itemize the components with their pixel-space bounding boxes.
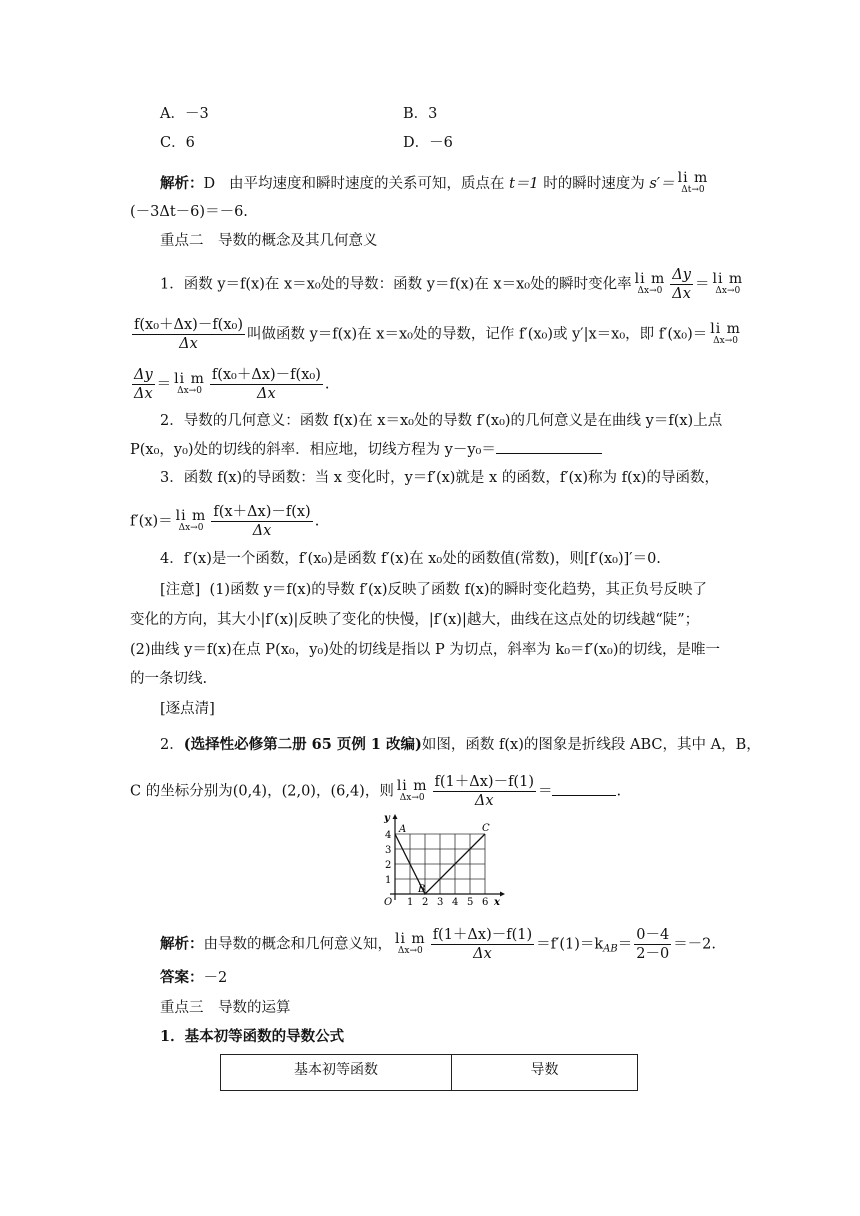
slope-expression: ＝f′(1)＝k [536,936,604,953]
option-a: A．－3 [160,106,209,122]
analysis-2-result: ＝－2. [673,936,717,953]
answer-value: －2 [203,970,228,986]
x-tick-4: 4 [452,897,459,908]
equals: ＝ [694,276,710,293]
x-tick-5: 5 [467,897,474,908]
section-3-title: 重点三 导数的运算 [160,1000,291,1016]
difference-quotient: $\frac{\text{f(x₀＋Δx)－f(x₀)}}{\Delta x}$ [134,317,243,352]
para-2-text: P(x₀，y₀)处的切线的斜率．相应地，切线方程为 y－y₀＝ [130,442,496,458]
period: . [314,513,320,530]
option-d: D．－6 [403,135,453,151]
question-text: 如图，函数 f(x)的图象是折线段 ABC，其中 A，B， [421,737,761,753]
y-axis-arrow [393,814,398,819]
note-line-4: 的一条切线. [130,671,208,687]
para-2-line-2 [130,439,602,460]
y-tick-3: 3 [385,845,392,856]
para-1-text-2: 叫做函数 y＝f(x)在 x＝x₀处的导数，记作 f′(x₀)或 y′|x＝x₀，即 f′(x₀)＝ [247,326,708,343]
t-equation: t＝1 [509,176,539,192]
grid [395,834,485,894]
table-header-function: 基本初等函数 [221,1055,452,1091]
option-c: C．6 [160,135,195,151]
limit-symbol: li m Δx→0 [710,320,741,346]
analysis-2-text: 由导数的概念和几何意义知， [203,936,392,953]
limit-symbol: li m Δx→0 [712,270,744,296]
para-1-line-1 [160,266,746,303]
limit-symbol: li m Δx→0 [396,777,428,803]
equals: ＝ [617,936,633,953]
limit-symbol: li m Δx→0 [174,370,205,396]
para-1-text: 1．函数 y＝f(x)在 x＝x₀处的导数：函数 y＝f(x)在 x＝x₀处的瞬时变化率 [160,276,632,293]
section-3-subtitle: 1．基本初等函数的导数公式 [160,1028,345,1045]
dy-dx-fraction: $\frac{\Delta y}{\Delta x}$ [134,367,153,402]
answer-label: 答案： [160,969,204,986]
para-2-line-1: 2．导数的几何意义：函数 f(x)在 x＝x₀处的导数 f′(x₀)的几何意义是在曲线 y＝f(x)上点 [160,413,723,429]
analysis-text: 由平均速度和瞬时速度的关系可知，质点在 [228,176,505,192]
limit-symbol: li m Δx→0 [634,270,666,296]
analysis-label: 解析： [160,175,204,192]
slope-fraction: $\frac{0-4}{2-0}$ [636,927,670,962]
answer-blank[interactable] [552,781,616,796]
analysis-1-line-1 [160,172,711,196]
limit-symbol: li m Δx→0 [395,930,426,956]
table-header-derivative: 导数 [452,1055,638,1091]
analysis-2-line [160,926,716,963]
y-tick-1: 1 [385,875,392,886]
table-header-row [221,1055,638,1091]
answer-blank[interactable] [496,439,602,454]
para-3-line-1: 3．函数 f(x)的导函数：当 x 变化时，y＝f′(x)就是 x 的函数，f′(x)称为 f(x)的导函数， [160,470,719,486]
slope-subscript: AB [603,943,618,955]
y-tick-2: 2 [385,860,392,871]
x-tick-6: 6 [482,897,489,908]
x-tick-3: 3 [437,897,444,908]
note-label: [注意] [160,582,201,598]
note-line-1 [160,580,707,600]
period: . [616,783,622,800]
polyline-figure [376,812,506,912]
note-text-1: (1)函数 y＝f(x)的导数 f′(x)反映了函数 f(x)的瞬时变化趋势，其正负号反映了 [209,582,707,598]
para-3-text: f′(x)＝ [130,513,173,530]
answer-line [160,968,227,988]
difference-quotient: $\frac{\text{f(x₀＋Δx)－f(x₀)}}{\Delta x}$ [211,367,321,402]
analysis-answer: D [203,176,216,192]
s-prime: s′＝ [649,176,675,192]
question-source: (选择性必修第二册 65 页例 1 改编) [183,736,422,753]
y-tick-4: 4 [385,830,392,841]
limit-symbol: li m Δx→0 [175,507,207,533]
section-2-title: 重点二 导数的概念及其几何意义 [160,233,378,249]
para-4: 4．f′(x)是一个函数，f′(x₀)是函数 f′(x)在 x₀处的函数值(常数)，则[f′(x₀)]′＝0. [160,551,661,567]
x-axis-label: x [494,897,500,908]
question-line-2 [130,773,621,810]
limit-symbol: li m Δt→0 [677,170,709,195]
para-1-line-3 [130,366,329,403]
question-line-1 [160,735,761,755]
question-quotient: $\frac{f(1+\Delta x)-f(1)}{\Delta x}$ [434,774,534,809]
option-b: B．3 [403,106,438,122]
analysis-label: 解析： [160,935,204,953]
para-1-line-2 [130,316,744,353]
derivative-quotient: $\frac{f(x+\Delta x)-f(x)}{\Delta x}$ [213,504,311,539]
period: . [324,376,330,393]
point-label-b: B [418,884,426,895]
point-label-a: A [399,824,407,835]
x-tick-2: 2 [422,897,429,908]
dy-dx-fraction: $\frac{\Delta y}{\Delta x}$ [672,267,691,302]
para-3-line-2 [130,503,319,540]
point-label-c: C [482,823,490,834]
analysis-quotient: $\frac{f(1+\Delta x)-f(1)}{\Delta x}$ [432,927,533,962]
equals: ＝ [156,376,172,393]
analysis-1-line-2: (－3Δt－6)＝－6. [130,204,248,220]
question-text-2: C 的坐标分别为(0,4)，(2,0)，(6,4)，则 [130,783,394,800]
practice-label: [逐点清] [160,701,215,717]
x-tick-1: 1 [407,897,414,908]
analysis-text-2: 时的瞬时速度为 [543,176,645,192]
derivative-formula-table [220,1054,638,1091]
question-number: 2． [160,737,184,753]
x-axis-arrow [500,892,505,897]
note-line-2: 变化的方向，其大小|f′(x)|反映了变化的快慢，|f′(x)|越大，曲线在这点处的切线越“陡”； [130,612,700,628]
y-axis-label: y [384,813,390,824]
note-line-3: (2)曲线 y＝f(x)在点 P(x₀，y₀)处的切线是指以 P 为切点，斜率为 k₀＝f′(x₀)的切线，是唯一 [130,642,721,658]
equals: ＝ [537,783,553,800]
origin-label: O [384,897,393,908]
